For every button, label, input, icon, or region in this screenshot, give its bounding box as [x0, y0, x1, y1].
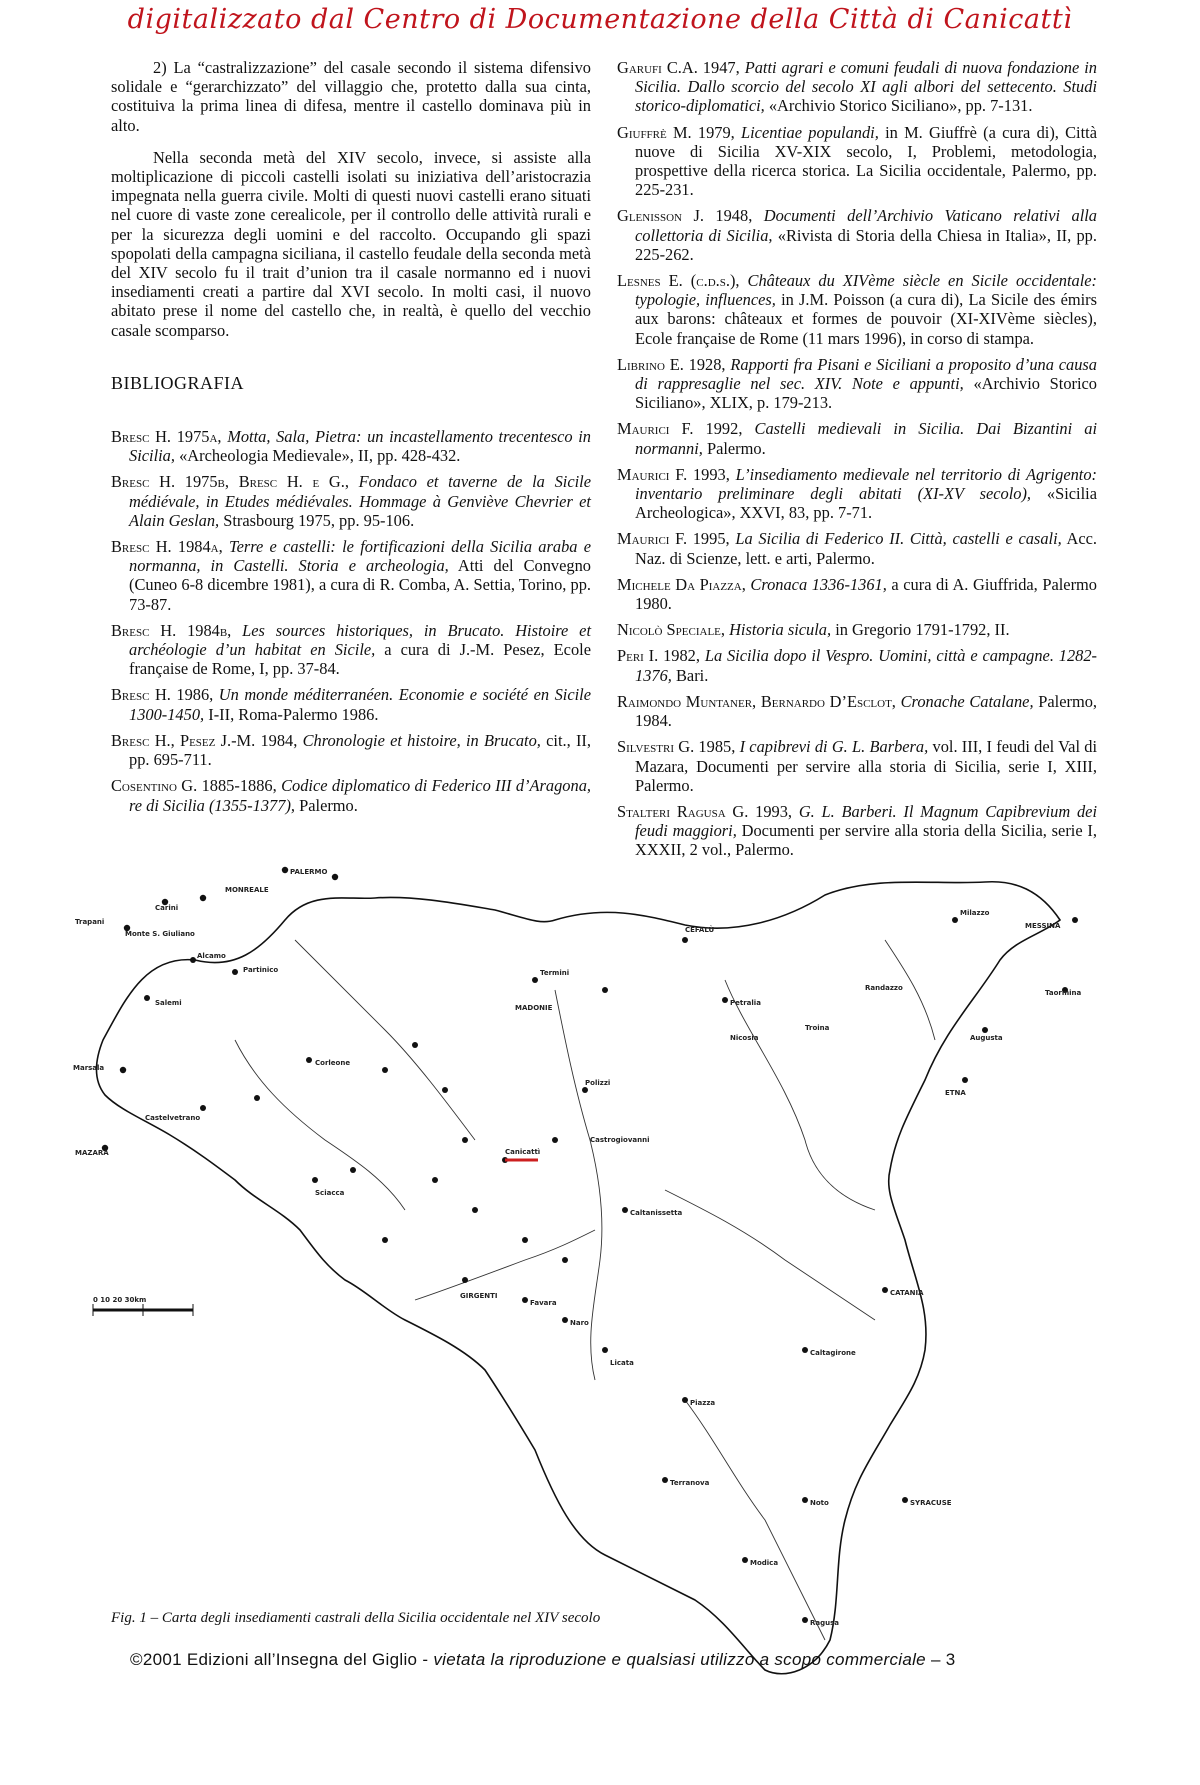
map-label: Caltanissetta [630, 1209, 683, 1217]
map-label: CEFALÙ [685, 926, 715, 934]
entry-details: Acc. Naz. di Scienze, lett. e arti, Palermo. [635, 529, 1097, 568]
map-label: Modica [750, 1559, 779, 1567]
entry-author: Garufi C.A. 1947, [617, 58, 740, 77]
sicily-map-svg [73, 868, 1125, 1780]
entry-author: Librino E. 1928, [617, 354, 726, 374]
map-label: Licata [610, 1359, 634, 1367]
map-label: Terranova [670, 1479, 710, 1487]
entry-author: Stalteri Ragusa G. 1993, [617, 801, 793, 821]
bibliography-entry [111, 776, 591, 814]
map-label: Randazzo [865, 984, 903, 992]
map-label: Partinico [243, 966, 279, 974]
bibliography-entry [111, 685, 591, 723]
settlement-dots [102, 867, 1078, 1623]
entry-author: Maurici F. 1992, [617, 419, 743, 439]
map-label: Termini [540, 969, 570, 977]
entry-title: G. L. Barberi. Il Magnum Capibrevium dei feudi maggiori, [635, 801, 1097, 841]
entry-title: Patti agrari e comuni feudali di nuova fondazione in Sicilia. Dallo scorcio del secolo XI agli albori del settecento. Studi storico-diplomatici, [635, 58, 1097, 116]
body-paragraph-1: 2) La “castralizzazione” del casale secondo il sistema difensivo solidale e “gerarchizzato” del villaggio che, protetto dalla sua cinta, costituiva la prima linea di difesa, mentre il castello dominava più in alto. [111, 58, 591, 135]
coastline [97, 882, 1061, 1674]
entry-title: Les sources historiques, in Brucato. Histoire et archéologie d’un habitat en Sicile, [129, 620, 592, 660]
map-label: SYRACUSE [910, 1499, 952, 1507]
map-label: PALERMO [290, 868, 328, 876]
bibliography-entry [111, 537, 591, 614]
entry-author: Bresc H., Pesez J.-M. 1984, [111, 730, 298, 750]
entry-title: Licentiae populandi, [741, 122, 879, 142]
entry-title: Fondaco et taverne de la Sicile médiévale, in Etudes médiévales. Hommage à Genviève Chevrier et Alain Geslan, [129, 472, 591, 530]
map-label: MADONIE [515, 1004, 553, 1012]
map-label: Troina [805, 1024, 830, 1032]
entry-author: Raimondo Muntaner, Bernardo D’Esclot, [617, 691, 896, 711]
map-label: GIRGENTI [460, 1292, 498, 1300]
digitization-banner [0, 0, 1200, 44]
bibliography-entry [617, 419, 1097, 457]
entry-title: Terre e castelli: le fortificazioni della Sicilia araba e normanna, in Castelli. Storia e archeologia, [129, 537, 591, 576]
entry-title: Historia sicula, [729, 620, 832, 640]
entry-author: Giuffrè M. 1979, [617, 122, 735, 142]
river [725, 980, 875, 1210]
entry-details: Bari. [676, 665, 709, 685]
entry-author: Bresc H. 1984b, [111, 620, 232, 640]
entry-details: vol. III, I feudi del Val di Mazara, Documenti per servire alla storia di Sicilia, serie I, XIII, Palermo. [635, 737, 1097, 795]
map-label: Taormina [1045, 989, 1082, 997]
bibliography-entry [617, 355, 1097, 413]
entry-details: in Gregorio 1791-1792, II. [835, 620, 1010, 640]
bibliography-entry [617, 692, 1097, 730]
entry-title: La Sicilia di Federico II. Città, castelli e casali, [735, 529, 1062, 549]
entry-details: Palermo, 1984. [635, 691, 1098, 731]
bibliography-entry [617, 646, 1097, 684]
entry-details: «Rivista di Storia della Chiesa in Italia», II, pp. 225-262. [635, 225, 1097, 264]
map-label: Trapani [75, 918, 105, 926]
copyright-footer [130, 1650, 1100, 1670]
entry-details: «Archivio Storico Siciliano», pp. 7-131. [768, 96, 1033, 116]
entry-author: Bresc H. 1975a, [111, 427, 222, 447]
entry-title: La Sicilia dopo il Vespro. Uomini, città e campagne. 1282-1376, [635, 646, 1097, 685]
entry-details: a cura di A. Giuffrida, Palermo 1980. [635, 574, 1097, 614]
entry-author: Peri I. 1982, [617, 646, 700, 666]
entry-title: Codice diplomatico di Federico III d’Aragona, re di Sicilia (1355-1377), [129, 776, 591, 815]
entry-author: Glenisson J. 1948, [617, 206, 753, 226]
map-label: Piazza [690, 1399, 716, 1407]
map-label: Castrogiovanni [590, 1136, 650, 1144]
map-label: Canicattì [505, 1148, 541, 1156]
entry-details: a cura di J.-M. Pesez, Ecole française de Rome, I, pp. 37-84. [129, 640, 591, 679]
entry-details: «Archivio Storico Siciliano», XLIX, p. 179-213. [635, 374, 1097, 413]
map-label: Augusta [970, 1034, 1003, 1042]
entry-author: Bresc H. 1975b, Bresc H. e G., [111, 472, 349, 492]
bibliography-entry [617, 802, 1097, 860]
entry-title: Documenti dell’Archivio Vaticano relativi alla collettoria di Sicilia, [635, 206, 1097, 245]
entry-title: Un monde méditerranéen. Economie e société en Sicile 1300-1450, [129, 685, 591, 724]
entry-author: Silvestri G. 1985, [617, 737, 736, 757]
scale-bar [93, 1296, 193, 1316]
bibliography-list-right [617, 58, 1097, 860]
map-label: Castelvetrano [145, 1114, 201, 1122]
bibliography-entry [617, 465, 1097, 523]
map-label: Sciacca [315, 1189, 345, 1197]
map-label: ETNA [945, 1089, 966, 1097]
entry-author: Cosentino G. 1885-1886, [111, 776, 277, 796]
map-label: Caltagirone [810, 1349, 856, 1357]
river [415, 1230, 595, 1300]
entry-title: Chronologie et histoire, in Brucato, [302, 730, 541, 750]
left-column [111, 58, 591, 822]
entry-details: «Archeologia Medievale», II, pp. 428-432. [179, 446, 461, 466]
entry-details: in J.M. Poisson (a cura di), La Sicile des émirs aux barons: châteaux et formes de pouvoir (XI-XIVème siècles), Ecole française de Rome (11 mars 1996), in corso di stampa. [635, 290, 1097, 348]
entry-details: «Sicilia Archeologica», XXVI, 83, pp. 7-71. [635, 484, 1097, 523]
map-label: Nicosia [730, 1034, 759, 1042]
entry-details: Documenti per servire alla storia della Sicilia, serie I, XXXII, 2 vol., Palermo. [635, 821, 1097, 860]
entry-details: cit., II, pp. 695-711. [129, 730, 591, 770]
map-label: CATANIA [890, 1289, 924, 1297]
footer-notice: vietata la riproduzione e qualsiasi utilizzo a scopo commerciale [433, 1650, 926, 1669]
map-label: MESSINA [1025, 922, 1061, 930]
bibliography-entry [111, 472, 591, 530]
entry-details: Palermo. [299, 795, 358, 815]
map-label: Favara [530, 1299, 557, 1307]
map-label: Corleone [315, 1059, 351, 1067]
footer-copyright: ©2001 Edizioni all’Insegna del Giglio - [130, 1650, 434, 1669]
river [295, 940, 475, 1140]
entry-title: Rapporti fra Pisani e Siciliani a proposito d’una causa di rappresaglie nel sec. XIV. Note e appunti, [635, 354, 1097, 394]
map-label: MONREALE [225, 886, 269, 894]
bibliography-entry [617, 123, 1097, 200]
map-label: MAZARA [75, 1149, 109, 1157]
map-label: Alcamo [197, 952, 226, 960]
bibliography-entry [617, 58, 1097, 116]
entry-author: Nicolò Speciale, [617, 620, 725, 640]
entry-details: in M. Giuffrè (a cura di), Città nuove di Sicilia XV-XIX secolo, I, Problemi, metodologia, prospettive della ricerca storica. La Sicilia occidentale, Palermo, pp. 225-231. [635, 122, 1097, 200]
place-labels [73, 868, 1082, 1627]
body-paragraph-2: Nella seconda metà del XIV secolo, invece, si assiste alla moltiplicazione di piccoli castelli isolati su iniziativa dell’aristocrazia impegnata nella guerra civile. Molti di questi nuovi castelli erano situati nel cuore di vaste zone cerealicole, per il controllo delle attività rurali e per la sicurezza degli uomini e del raccolto. Occupando gli spazi spopolati della campagna siciliana, il castello feudale della seconda metà del XIV secolo fu il trait d’union tra il casale normanno ed i nuovi insediamenti creati a partire dal XVI secolo. In molti casi, il nuovo abitato prese il nome del castello che, in realtà, è quello del vecchio casale scomparso. [111, 147, 591, 340]
entry-title: Motta, Sala, Pietra: un incastellamento trecentesco in Sicilia, [129, 427, 591, 466]
entry-title: Castelli medievali in Sicilia. Dai Bizantini ai normanni, [635, 419, 1097, 458]
entry-details: Strasbourg 1975, pp. 95-106. [223, 510, 415, 530]
river [665, 1190, 875, 1320]
figure-caption: Fig. 1 – Carta degli insediamenti castrali della Sicilia occidentale nel XIV secolo [111, 1610, 601, 1626]
entry-details: Palermo. [706, 438, 766, 458]
sicily-map [73, 868, 1125, 1780]
map-label: Salemi [155, 999, 182, 1007]
footer-page-number: – 3 [925, 1650, 956, 1669]
bibliography-entry [617, 529, 1097, 567]
map-label: Monte S. Giuliano [125, 930, 195, 938]
entry-author: Lesnes E. (c.d.s.), [617, 271, 740, 291]
entry-author: Maurici F. 1993, [617, 464, 730, 484]
bibliography-entry [617, 271, 1097, 348]
right-column [617, 58, 1097, 867]
bibliography-heading: BIBLIOGRAFIA [111, 372, 245, 393]
entry-details: I-II, Roma-Palermo 1986. [208, 704, 379, 724]
bibliography-entry [111, 731, 591, 769]
entry-author: Michele Da Piazza, [617, 574, 746, 594]
map-label: Polizzi [585, 1079, 611, 1087]
bibliography-list-left [111, 427, 591, 815]
bibliography-entry [617, 620, 1097, 639]
entry-title: Châteaux du XIVème siècle en Sicile occidentale: typologie, influences, [635, 271, 1097, 310]
map-label: Carini [155, 904, 179, 912]
map-label: Petralia [730, 999, 761, 1007]
bibliography-entry [617, 206, 1097, 264]
entry-author: Bresc H. 1986, [111, 685, 214, 705]
map-label: Milazzo [960, 909, 990, 917]
bibliography-entry [617, 575, 1097, 613]
entry-title: Cronaca 1336-1361, [750, 574, 887, 594]
map-label: Naro [570, 1319, 589, 1327]
entry-author: Bresc H. 1984a, [111, 537, 223, 557]
bibliography-entry [617, 737, 1097, 795]
entry-author: Maurici F. 1995, [617, 529, 730, 549]
river [685, 1400, 825, 1640]
map-label: Noto [810, 1499, 829, 1507]
map-label: Ragusa [810, 1619, 839, 1627]
scale-label: 0 10 20 30km [93, 1296, 147, 1304]
entry-title: Cronache Catalane, [900, 691, 1034, 711]
bibliography-entry [111, 427, 591, 465]
banner-text: digitalizzato dal Centro di Documentazione della Città di Canicattì [127, 4, 1073, 35]
bibliography-entry [111, 621, 591, 679]
entry-details: Atti del Convegno (Cuneo 6-8 dicembre 1981), a cura di R. Comba, A. Settia, Torino, pp. 73-87. [129, 556, 591, 614]
map-label: Marsala [73, 1064, 105, 1072]
entry-title: I capibrevi di G. L. Barbera, [739, 737, 929, 757]
entry-title: L’insediamento medievale nel territorio di Agrigento: inventario preliminare degli abitati (XI-XV secolo), [635, 464, 1097, 504]
